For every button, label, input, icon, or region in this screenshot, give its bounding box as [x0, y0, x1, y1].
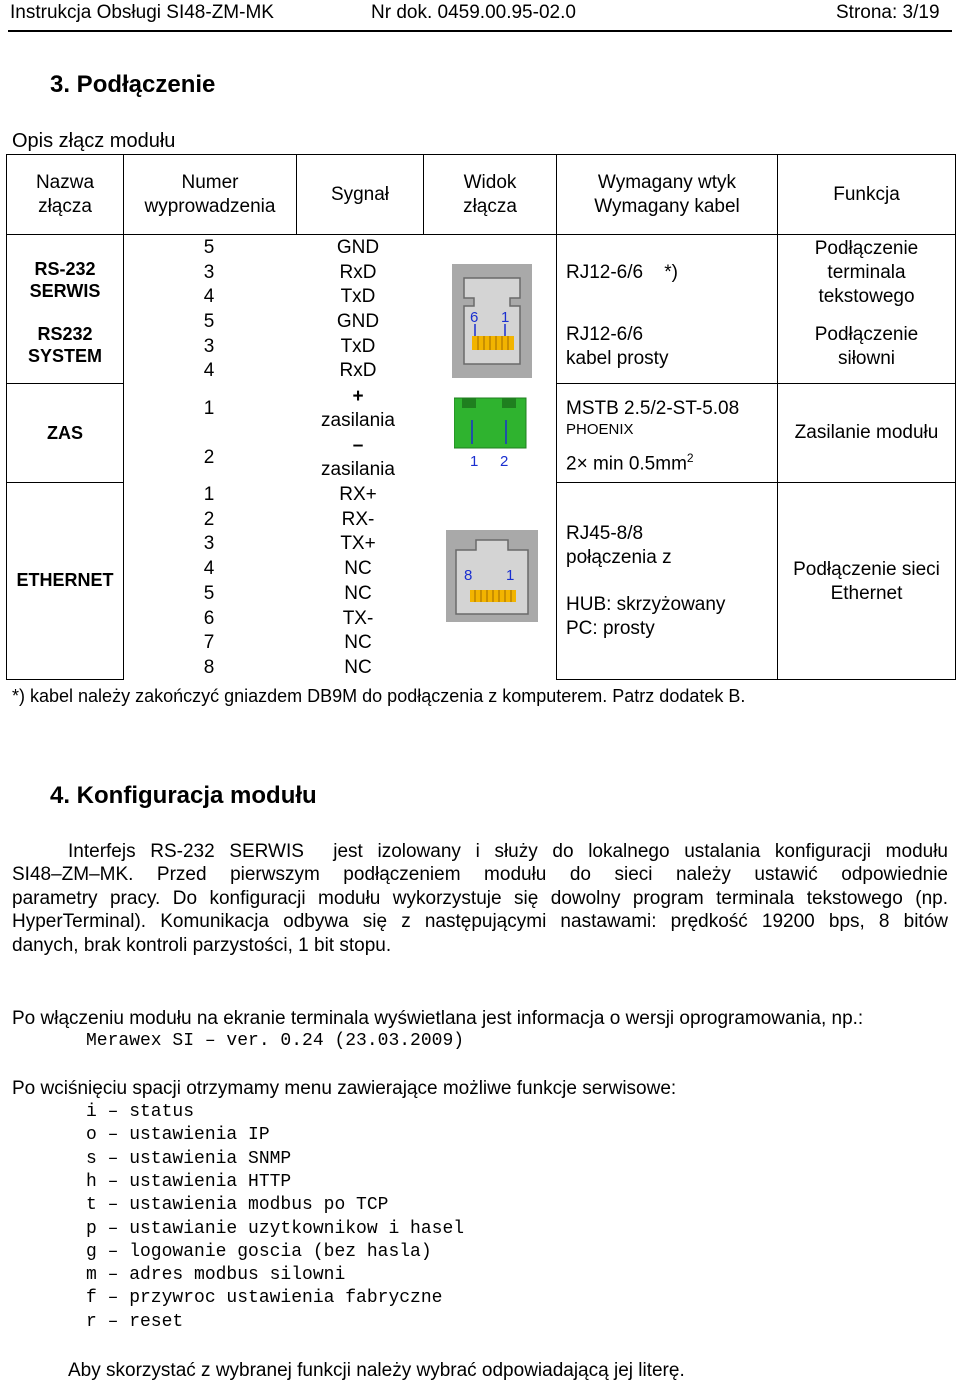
rj45-label-pin1: 1	[506, 567, 515, 584]
pin-signal: NC	[344, 657, 372, 678]
col-header-name: Nazwa złącza	[35, 172, 95, 217]
pin-signal: TxD	[340, 286, 376, 307]
pin-number: 6	[203, 608, 215, 629]
rj45-label-pin8: 8	[464, 567, 473, 584]
menu-intro-text: Po wciśnięciu spacji otrzymamy menu zawierające możliwe funkcje serwisowe:	[12, 1078, 677, 1099]
pin-signal: NC	[344, 558, 372, 579]
row-name-zas: ZAS	[47, 423, 83, 443]
pin-signal: TxD	[340, 336, 376, 357]
pin-signal: GND	[336, 237, 380, 258]
terminal-connector-image	[454, 396, 530, 472]
pin-number: 4	[203, 286, 215, 307]
rj12-label-pin1: 1	[501, 309, 510, 326]
header-rule	[8, 30, 952, 32]
pin-signal: NC	[344, 632, 372, 653]
row-name-rs232-system: RS232 SYSTEM	[27, 324, 102, 366]
menu-item: f – przywroc ustawienia fabryczne	[86, 1288, 443, 1308]
col-header-view: Widok złącza	[463, 172, 517, 217]
section-3-subtitle: Opis złącz modułu	[12, 130, 176, 152]
pin-number: 8	[203, 657, 215, 678]
pin-number: 5	[203, 237, 215, 258]
col-header-signal: Sygnał	[330, 184, 390, 205]
pin-signal: RxD	[339, 262, 377, 283]
rj12-label-pin6: 6	[470, 309, 479, 326]
menu-item: g – logowanie goscia (bez hasla)	[86, 1242, 432, 1262]
version-string: Merawex SI – ver. 0.24 (23.03.2009)	[86, 1031, 465, 1051]
config-paragraph-line: parametry pracy. Do konfiguracji modułu wykorzystuje się dowolny program terminala tekstowego (np.	[12, 888, 948, 909]
pin-signal: RxD	[339, 360, 377, 381]
plug-ethernet: RJ45-8/8 połączenia z	[566, 523, 672, 568]
menu-item: t – ustawienia modbus po TCP	[86, 1195, 389, 1215]
plug-rs232-serwis: RJ12-6/6 *)	[566, 262, 678, 283]
pin-signal: GND	[336, 311, 380, 332]
pin-signal: RX-	[341, 509, 375, 530]
version-intro-text: Po włączeniu modułu na ekranie terminala wyświetlana jest informacja o wersji oprogramowania, np.:	[12, 1008, 864, 1029]
pin-number: 3	[203, 262, 215, 283]
pin-signal: TX+	[340, 533, 376, 554]
config-paragraph-line: SI48–ZM–MK. Przed pierwszym podłączeniem modułu do sieci należy ustawić odpowiednie	[12, 864, 948, 885]
header-page-number: Strona: 3/19	[836, 2, 940, 23]
terminal-screw-2	[502, 398, 516, 408]
rj12-connector-image	[452, 264, 532, 378]
menu-item: s – ustawienia SNMP	[86, 1149, 292, 1169]
menu-item: i – status	[86, 1102, 195, 1122]
pin-number: 3	[203, 533, 215, 554]
row-name-rs232-serwis: RS-232 SERWIS	[29, 259, 101, 301]
section-4-title: 4. Konfiguracja modułu	[50, 782, 317, 809]
config-paragraph-line: HyperTerminal). Komunikacja odbywa się z następującymi nastawami: prędkość 19200 bps, 8 bitów	[12, 911, 948, 932]
plug-zas: MSTB 2.5/2-ST-5.08	[566, 398, 740, 419]
terminal-label-pin2: 2	[500, 453, 509, 470]
menu-item: m – adres modbus silowni	[86, 1265, 346, 1285]
function-rs232-serwis: Podłączenie terminala tekstowego	[814, 238, 919, 307]
pin-number: 4	[203, 558, 215, 579]
plug-ethernet-cable: HUB: skrzyżowany PC: prosty	[566, 594, 726, 639]
menu-item: r – reset	[86, 1312, 184, 1332]
header-title: Instrukcja Obsługi SI48-ZM-MK	[10, 2, 274, 23]
pin-number: 3	[203, 336, 215, 357]
col-header-number: Numer wyprowadzenia	[144, 172, 276, 217]
plug-zas-brand: PHOENIX	[566, 421, 634, 438]
pin-signal: RX+	[339, 484, 377, 505]
header-doc-number: Nr dok. 0459.00.95-02.0	[371, 2, 576, 23]
col-header-plug: Wymagany wtyk Wymagany kabel	[594, 172, 740, 217]
function-rs232-system: Podłączenie siłowni	[814, 324, 919, 369]
pin-signal: NC	[344, 583, 372, 604]
row-name-ethernet: ETHERNET	[16, 570, 114, 590]
pin-number: 1	[203, 398, 215, 419]
rj45-connector-image	[446, 530, 538, 622]
table-footnote: *) kabel należy zakończyć gniazdem DB9M do podłączenia z komputerem. Patrz dodatek B.	[12, 686, 746, 706]
menu-item: o – ustawienia IP	[86, 1125, 270, 1145]
section-3-title: 3. Podłączenie	[50, 71, 216, 98]
closing-text: Aby skorzystać z wybranej funkcji należy wybrać odpowiadającą jej literę.	[68, 1360, 685, 1381]
config-paragraph-line: danych, brak kontroli parzystości, 1 bit stopu.	[12, 935, 392, 956]
pin-number: 4	[203, 360, 215, 381]
plug-rs232-system: RJ12-6/6 kabel prosty	[566, 324, 669, 369]
plug-zas-cable: $2\times \min 0.5mm^2$	[566, 451, 694, 475]
pin-number: 2	[203, 509, 215, 530]
pin-signal: – zasilania	[321, 435, 395, 480]
menu-item: h – ustawienia HTTP	[86, 1172, 292, 1192]
col-header-function: Funkcja	[833, 184, 900, 205]
pin-number: 5	[203, 311, 215, 332]
function-ethernet: Podłączenie sieci Ethernet	[793, 559, 940, 604]
pin-number: 5	[203, 583, 215, 604]
pin-signal: TX-	[342, 608, 374, 629]
pin-signal: + zasilania	[321, 386, 395, 431]
pin-number: 1	[203, 484, 215, 505]
config-paragraph-line: Interfejs RS-232 SERWIS jest izolowany i służy do lokalnego ustalania konfiguracji modułu	[68, 841, 948, 862]
function-zas: Zasilanie modułu	[794, 422, 939, 443]
terminal-label-pin1: 1	[470, 453, 479, 470]
terminal-screw-1	[462, 398, 476, 408]
pin-number: 7	[203, 632, 215, 653]
menu-item: p – ustawianie uzytkownikow i hasel	[86, 1219, 465, 1239]
pin-number: 2	[203, 447, 215, 468]
